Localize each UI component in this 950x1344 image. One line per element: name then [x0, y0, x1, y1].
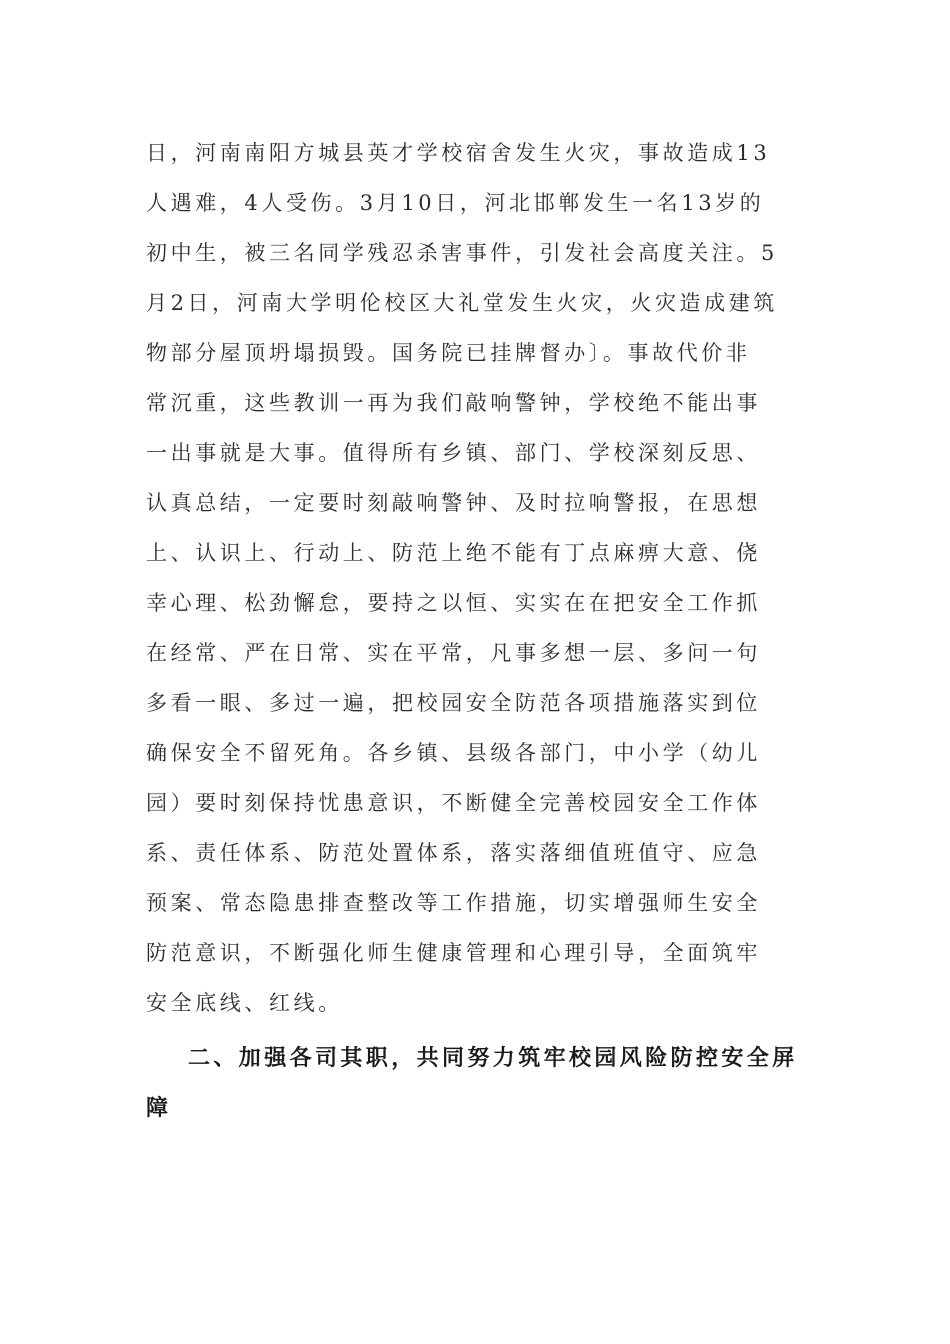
- body-line-3: 初中生，被三名同学残忍杀害事件，引发社会高度关注。5: [146, 241, 778, 265]
- section-heading: 二、加强各司其职，共同努力筑牢校园风险防控安全屏: [188, 1046, 798, 1071]
- body-line-11: 在经常、严在日常、实在平常，凡事多想一层、多问一句: [146, 641, 761, 665]
- body-line-17: 防范意识，不断强化师生健康管理和心理引导，全面筑牢: [146, 941, 761, 965]
- body-line-5: 物部分屋顶坍塌损毁。国务院已挂牌督办〕。事故代价非: [146, 341, 751, 365]
- body-line-10: 幸心理、松劲懈怠，要持之以恒、实实在在把安全工作抓: [146, 591, 761, 615]
- body-line-4: 月2日，河南大学明伦校区大礼堂发生火灾，火灾造成建筑: [146, 291, 778, 315]
- section-heading-continued: 障: [146, 1096, 172, 1121]
- body-line-1: 日，河南南阳方城县英才学校宿舍发生火灾，事故造成13: [146, 141, 771, 165]
- body-line-6: 常沉重，这些教训一再为我们敲响警钟，学校绝不能出事: [146, 391, 761, 415]
- body-line-8: 认真总结，一定要时刻敲响警钟、及时拉响警报，在思想: [146, 491, 761, 515]
- body-line-12: 多看一眼、多过一遍，把校园安全防范各项措施落实到位: [146, 691, 761, 715]
- body-line-9: 上、认识上、行动上、防范上绝不能有丁点麻痹大意、侥: [146, 541, 761, 565]
- body-line-15: 系、责任体系、防范处置体系，落实落细值班值守、应急: [146, 841, 761, 865]
- body-line-2: 人遇难，4人受伤。3月10日，河北邯郸发生一名13岁的: [146, 191, 765, 215]
- body-line-13: 确保安全不留死角。各乡镇、县级各部门，中小学（幼儿: [146, 741, 761, 765]
- body-line-18: 安全底线、红线。: [146, 991, 343, 1015]
- body-line-7: 一出事就是大事。值得所有乡镇、部门、学校深刻反思、: [146, 441, 761, 465]
- body-line-16: 预案、常态隐患排查整改等工作措施，切实增强师生安全: [146, 891, 761, 915]
- body-line-14: 园）要时刻保持忧患意识，不断健全完善校园安全工作体: [146, 791, 761, 815]
